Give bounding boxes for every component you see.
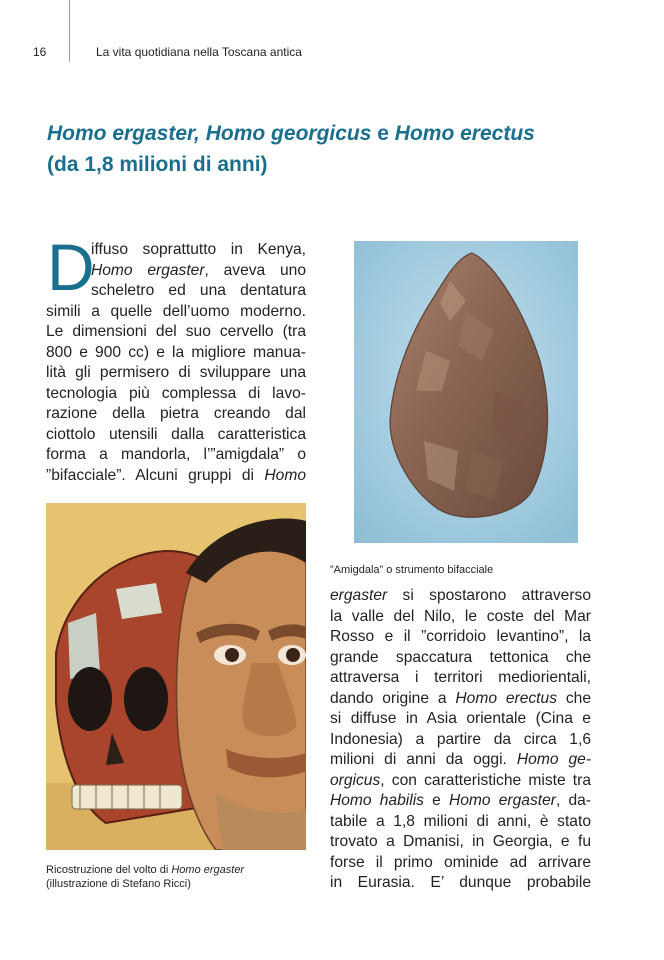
- text-line: si diffuse in Asia orientale (Cina e: [330, 710, 591, 727]
- text-line: milioni di anni da oggi. Homo ge-: [330, 751, 592, 768]
- title-species-3: Homo erectus: [394, 122, 535, 145]
- text-line: dando origine a Homo erectus che: [330, 689, 591, 707]
- text-line: scheletro ed una dentatura: [91, 282, 306, 299]
- text-line: razione della pietra creando dal: [46, 405, 306, 422]
- text-line: Indonesia) a partire da circa 1,6: [330, 730, 591, 748]
- amigdala-photo: [354, 241, 578, 543]
- body-column-left: [46, 240, 306, 486]
- body-column-right: [330, 586, 591, 894]
- title-line-2: (da 1,8 milioni di anni): [47, 153, 268, 176]
- header-rule: [69, 0, 70, 62]
- text-line: Le dimensioni del suo cervello (tra: [46, 323, 306, 340]
- text-line: Homo habilis e Homo ergaster, da-: [330, 792, 592, 809]
- running-title: La vita quotidiana nella Toscana antica: [96, 45, 302, 59]
- text-line: la valle del Nilo, le coste del Mar: [330, 607, 591, 625]
- page-number: 16: [33, 45, 47, 59]
- text-line: Rosso e il ”corridoio levantino”, la: [330, 628, 591, 645]
- title-species-2: Homo georgicus: [205, 122, 372, 145]
- text-line: iffuso soprattutto in Kenya,: [91, 241, 306, 258]
- text-line: trovato a Dmanisi, in Georgia, e fu: [330, 833, 591, 850]
- text-line: ergaster si spostarono attraverso: [330, 587, 591, 604]
- chapter-title: [47, 118, 627, 180]
- text-line: ciottolo utensili dalla caratteristica: [46, 425, 306, 443]
- text-line: 800 e 900 cc) e la migliore manua-: [46, 343, 306, 361]
- text-line: tecnologia più complessa di lavo-: [46, 384, 306, 402]
- homo-ergaster-illustration: [46, 503, 306, 850]
- text-line: tabile a 1,8 milioni di anni, è stato: [330, 812, 591, 830]
- illustration-caption: Ricostruzione del volto di Homo ergaster (illustrazione di Stefano Ricci): [46, 864, 245, 890]
- drop-cap: D: [47, 230, 95, 304]
- text-line: orgicus, con caratteristiche miste tra: [330, 771, 591, 789]
- title-conjunction: e: [377, 122, 389, 145]
- text-line: grande spaccatura tettonica che: [330, 648, 591, 666]
- text-line: forma a mandorla, l’”amigdala” o: [46, 446, 306, 463]
- text-line: forse il primo ominide ad arrivare: [330, 853, 591, 871]
- text-line: ”bifacciale”. Alcuni gruppi di Homo: [46, 466, 306, 484]
- amigdala-caption: ”Amigdala” o strumento bifacciale: [330, 564, 494, 576]
- title-species-1: Homo ergaster,: [47, 122, 200, 145]
- text-line: in Eurasia. E’ dunque probabile: [330, 874, 591, 891]
- text-line: attraversa i territori mediorientali,: [330, 669, 591, 686]
- text-line: Homo ergaster, aveva uno: [91, 261, 306, 279]
- text-line: lità gli permisero di sviluppare una: [46, 364, 306, 381]
- text-line: simili a quelle dell’uomo moderno.: [46, 302, 306, 320]
